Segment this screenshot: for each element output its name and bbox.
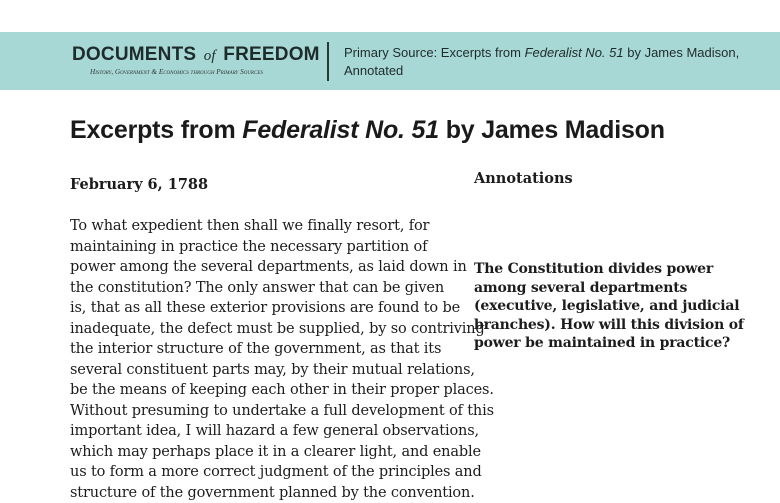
body-line: inadequate, the defect must be supplied, by so contriving — [70, 319, 450, 340]
body-line: maintaining in practice the necessary partition of — [70, 237, 450, 258]
body-line: structure of the government planned by the convention. — [70, 483, 450, 503]
source-description — [344, 44, 764, 80]
logo-freedom: FREEDOM — [223, 44, 319, 65]
document-date: February 6, 1788 — [70, 176, 208, 193]
source-title: Federalist No. 51 — [525, 45, 624, 60]
body-line: several constituent parts may, by their mutual relations, — [70, 360, 450, 381]
header-divider — [327, 42, 329, 81]
annotation-line: (executive, legislative, and judicial — [474, 297, 754, 316]
logo-wordmark — [72, 44, 322, 67]
body-line: be the means of keeping each other in their proper places. — [70, 380, 450, 401]
body-line: the constitution? The only answer that can be given — [70, 278, 450, 299]
site-logo[interactable] — [72, 44, 322, 76]
title-italic: Federalist No. 51 — [242, 116, 439, 144]
annotation-line: power be maintained in practice? — [474, 334, 754, 353]
body-line: important idea, I will hazard a few general observations, — [70, 421, 450, 442]
source-prefix: Primary Source: Excerpts from — [344, 45, 525, 60]
annotation-line: The Constitution divides power — [474, 260, 754, 279]
annotation-line: branches). How will this division of — [474, 316, 754, 335]
title-prefix: Excerpts from — [70, 116, 242, 144]
annotations-heading: Annotations — [474, 170, 573, 187]
body-line: To what expedient then shall we finally resort, for — [70, 216, 450, 237]
body-line: Without presuming to undertake a full development of this — [70, 401, 450, 422]
annotation-line: among several departments — [474, 279, 754, 298]
source-suffix: by James Madison, — [624, 45, 740, 60]
annotation-note — [474, 260, 754, 353]
body-line: power among the several departments, as laid down in — [70, 257, 450, 278]
body-line: which may perhaps place it in a clearer light, and enable — [70, 442, 450, 463]
logo-of: of — [204, 48, 216, 64]
excerpt-body — [70, 216, 450, 503]
logo-documents: DOCUMENTS — [72, 44, 196, 65]
header-banner — [0, 32, 780, 90]
body-line: the interior structure of the government, as that its — [70, 339, 450, 360]
source-line2: Annotated — [344, 63, 403, 78]
body-line: us to form a more correct judgment of the principles and — [70, 462, 450, 483]
logo-tagline: History, Government & Economics through Primary Sources — [72, 68, 322, 76]
body-line: is, that as all these exterior provisions are found to be — [70, 298, 450, 319]
title-suffix: by James Madison — [439, 116, 665, 144]
page-title — [70, 116, 665, 145]
